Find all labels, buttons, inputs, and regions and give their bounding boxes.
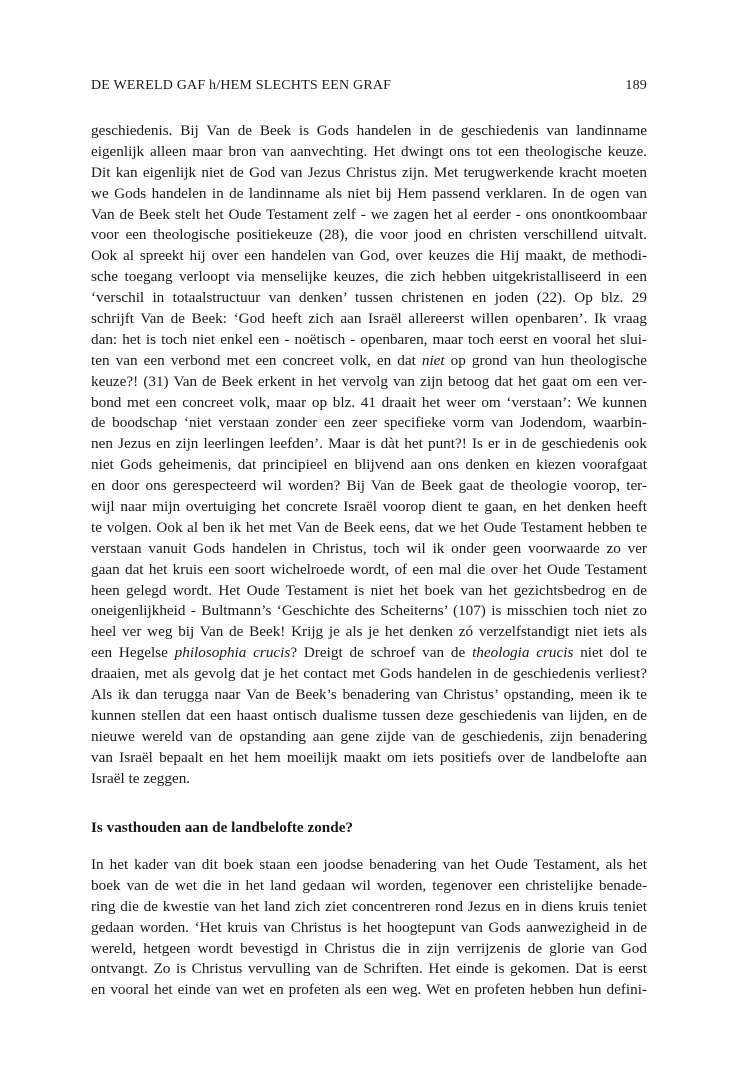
text-line: keuze?! (31) Van de Beek erkent in het vervolg van zijn betoog dat het gaat om een ver-	[91, 372, 647, 390]
text-line: nieuwe wereld van de opstanding aan gene zijde van de geschiedenis, zijn benadering	[91, 727, 647, 745]
text-line: geschiedenis. Bij Van de Beek is Gods handelen in de geschiedenis van landinname	[91, 122, 647, 139]
text-line: en door ons gerespecteerd wil worden? Bij Van de Beek gaat de theologie voorop, ter-	[91, 477, 647, 495]
text-line: Ook al spreekt hij over een handelen van God, over keuzes die Hij maakt, de methodi-	[91, 247, 647, 265]
emphasis-theologia-crucis: theologia crucis	[472, 644, 574, 662]
running-head	[91, 78, 647, 98]
text-line: oneigenlijkheid - Bultmann’s ‘Geschichte des Scheiterns’ (107) is misschien toch niet zo	[91, 602, 647, 620]
text-line: ‘verschil in totaalstructuur van denken’ tussen christenen en joden (22). Op blz. 29	[91, 289, 647, 307]
text-line: heel ver weg bij Van de Beek! Krijg je als je het denken zó verzelfstandigt niet iets als	[91, 623, 647, 641]
text-line: gedaan worden. ‘Het kruis van Christus is het hoogtepunt van Gods aanwezigheid in de	[91, 918, 647, 936]
text-line: van Israël bepaalt en het hem moeilijk maakt om iets positiefs over de landbelofte aan	[91, 748, 647, 766]
text-line: niet Gods geheimenis, dat principieel en blijvend aan ons denken en kiezen voorafgaat	[91, 456, 647, 474]
text-line: voor een theologische positiekeuze (28), die voor jood en christen verschillend uitvalt.	[91, 226, 647, 244]
text-line-with-emphasis	[91, 351, 647, 372]
text-line: wereld, hetgeen wordt bevestigd in Christus die in zijn verrijzenis de glorie van God	[91, 939, 647, 957]
text-line: Dit kan eigenlijk niet de God van Jezus Christus zijn. Met terugwerkende kracht moeten	[91, 163, 647, 181]
text-line: verstaan vanuit Gods handelen in Christus, toch wil ik onder geen voorwaarde zo ver	[91, 539, 647, 557]
text-segment: een Hegelse	[91, 644, 175, 662]
text-line: wijl naar mijn overtuiging het concrete Israël voorop dient te gaan, en het denken heeft	[91, 498, 647, 516]
text-line: dan: het is toch niet enkel een - noëtisch - openbaren, maar toch eerst en vooral het slui-	[91, 330, 647, 348]
text-line: ontvangt. Zo is Christus vervulling van de Schriften. Het einde is gekomen. Dat is eerst	[91, 960, 647, 978]
text-line: bond met een concreet volk, maar op blz. 41 draait het weer om ‘verstaan’: We kunnen	[91, 393, 647, 411]
text-line: gaan dat het kruis een soort wichelroede wordt, of een mal die over het Oude Testament	[91, 560, 647, 578]
text-line: te volgen. Ook al ben ik het met Van de Beek eens, dat we het Oude Testament hebben te	[91, 518, 647, 536]
text-line: draaien, met als gevolg dat je het contact met Gods handelen in de geschiedenis verliest?	[91, 665, 647, 683]
text-line: boek van de wet die in het land gedaan wil worden, tegenover een christelijke benade-	[91, 876, 647, 894]
text-line: Als ik dan terugga naar Van de Beek’s benadering van Christus’ opstanding, meen ik te	[91, 686, 647, 704]
text-line-with-emphasis	[91, 643, 647, 664]
text-segment: niet dol te	[573, 644, 647, 662]
text-line: schrijft Van de Beek: ‘God heeft zich aan Israël allereerst willen openbaren’. Ik vraag	[91, 310, 647, 328]
paragraph-1	[91, 121, 647, 790]
text-line: ring die de kwestie van het land zich ziet concentreren rond Jezus en in diens kruis teniet	[91, 897, 647, 915]
text-line: Van de Beek stelt het Oude Testament zelf - we zagen het al eerder - ons onontkoombaar	[91, 205, 647, 223]
running-title: DE WERELD GAF h/HEM SLECHTS EEN GRAF	[91, 78, 392, 93]
text-line: de boodschap ‘niet verstaan zonder een zeer specifieke vorm van Jodendom, waarbin-	[91, 414, 647, 432]
text-line: sche toegang verloopt via menselijke keuzes, die zich hebben uitgekristalliseerd in een	[91, 268, 647, 286]
section-heading: Is vasthouden aan de landbelofte zonde?	[91, 819, 354, 836]
text-segment: ? Dreigt de schroef van de	[290, 644, 473, 662]
text-line: en vooral het einde van wet en profeten als een weg. Wet en profeten hebben hun defini-	[91, 981, 647, 999]
text-segment: op grond van hun theologische	[444, 351, 647, 369]
text-line: Israël te zeggen.	[91, 769, 191, 787]
text-line: nen Jezus en zijn leerlingen leefden’. Maar is dàt het punt?! Is er in de geschiedenis ook	[91, 435, 647, 453]
page-number: 189	[625, 78, 647, 93]
emphasis-niet: niet	[421, 351, 445, 369]
text-line: we Gods handelen in de landinname als niet bij Hem passend verklaren. In de ogen van	[91, 184, 647, 202]
text-line: heen gelegd wordt. Het Oude Testament is niet het boek van het gezichtsbedrog en de	[91, 581, 647, 599]
emphasis-philosophia-crucis: philosophia crucis	[174, 644, 291, 662]
text-segment: ten van een verbond met een concreet volk, en dat	[91, 351, 422, 369]
text-line: kunnen stellen dat een haast ontisch dualisme tussen deze geschiedenis van lijden, en de	[91, 706, 647, 724]
text-line: In het kader van dit boek staan een joodse benadering van het Oude Testament, als het	[91, 856, 647, 873]
text-line: eigenlijk alleen maar bron van aanvechting. Het dwingt ons tot een theologische keuze.	[91, 142, 647, 160]
paragraph-2	[91, 855, 647, 1001]
